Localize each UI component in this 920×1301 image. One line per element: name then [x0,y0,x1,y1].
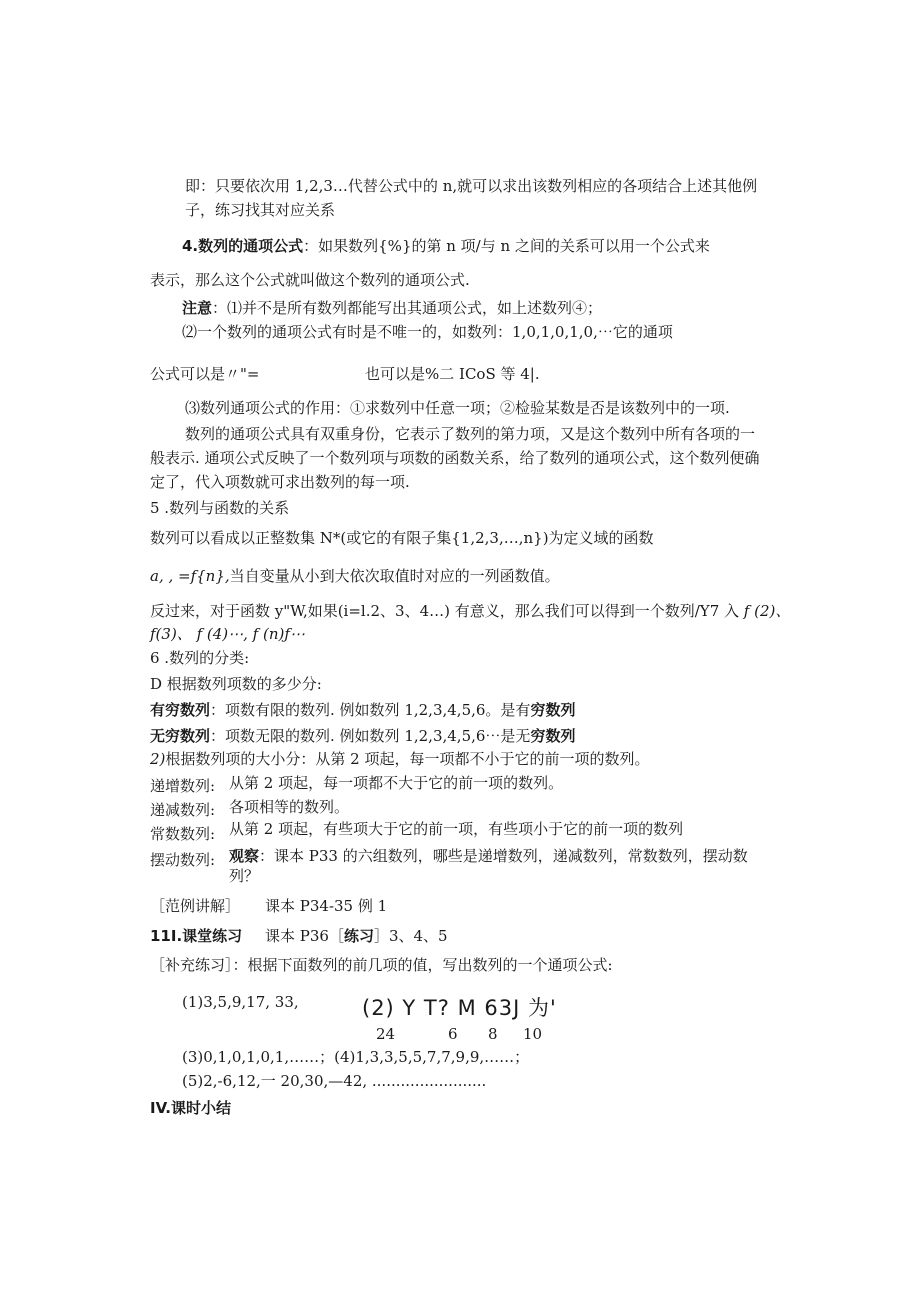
exercise-2-sub-3: 8 [488,1025,498,1043]
dual-identity-line-2: 般表示. 通项公式反映了一个数列项与项数的函数关系，给了数列的通项公式，这个数列便确 [150,449,760,467]
exercise-1: (1)3,5,9,17, 33, [182,993,299,1011]
examples-heading: ［范例讲解］ [150,897,241,915]
practice-reference [265,926,448,946]
section-4-definition-cont: 表示，那么这个公式就叫做这个数列的通项公式. [150,271,470,289]
constant-label: 常数数列: [150,825,216,843]
infinite-sequence-term: 无穷数列 [150,727,211,745]
note-label: 注意 [182,299,213,317]
exercise-2-sub-2: 6 [448,1025,458,1043]
note-line-2: ⑵一个数列的通项公式有时是不唯一的，如数列：1,0,1,0,1,0,⋯它的通项 [182,323,673,341]
dual-identity-line-3: 定了，代入项数就可求出数列的每一项. [150,473,410,491]
note-line-3: ⑶数列通项公式的作用：①求数列中任意一项；②检验某数是否是该数列中的一项. [185,399,730,417]
section-5-line-3-text: 反过来，对于函数 y"W,如果(i=l.2、3、4…) 有意义，那么我们可以得到一个数列/Y7 入 [150,602,740,620]
classification-by-size-text: 根据数列项的大小分：从第 2 项起，每一项都不小于它的前一项的数列。 [165,750,650,768]
examples-reference: 课本 P34-35 例 1 [265,897,388,915]
note-line-2-cont-a: 公式可以是〃"= [150,365,260,383]
supplementary-heading: ［补充练习］ [150,956,233,974]
exercise-2-sub-1: 24 [376,1025,396,1043]
section-5-line-2-text: 当自变量从小到大依次取值时对应的一列函数值。 [229,567,560,585]
observe-text: ：课本 P33 的六组数列，哪些是递增数列，递减数列，常数数列，摆动数 [259,847,748,865]
exercise-2-sub-4: 10 [523,1025,543,1043]
exercise-2: (2) Y T? M 63J 为' [362,996,557,1020]
note-line-1 [182,298,602,318]
observe-label: 观察 [229,847,260,865]
dual-identity-line-1: 数列的通项公式具有双重身份，它表示了数列的第力项，又是这个数列中所有各项的一 [185,425,756,443]
section-4-definition: ：如果数列{%}的第 n 项/与 n 之间的关系可以用一个公式来 [303,237,710,255]
observe-line-cont: 列？ [229,867,260,885]
infinite-sequence-def: ：项数无限的数列. 例如数列 1,2,3,4,5,6⋯是无 [210,727,531,745]
section-4-title: 4.数列的通项公式 [182,237,304,255]
note-line-2-cont-b: 也可以是%二 ICoS 等 4|. [365,365,540,383]
decreasing-label: 递减数列: [150,801,216,819]
finite-sequence-def: ：项数有限的数列. 例如数列 1,2,3,4,5,6。是有 [210,701,531,719]
infinite-sequence-line [150,726,575,746]
note-1: ：⑴并不是所有数列都能写出其通项公式，如上述数列④； [212,299,603,317]
section-5-title: 5 .数列与函数的关系 [150,499,290,517]
section-5-line-3 [150,601,790,621]
section-5-line-1: 数列可以看成以正整数集 N*(或它的有限子集{1,2,3,…,n})为定义域的函数 [150,529,654,547]
finite-sequence-term: 有穷数列 [150,701,211,719]
classification-by-size [150,749,650,769]
section-5-line-2 [150,566,560,586]
supplementary-line [150,955,613,975]
classification-by-size-num: 2) [150,750,166,768]
section-4-heading-line [182,236,710,256]
classification-by-count: D 根据数列项数的多少分: [150,675,322,693]
summary-heading: IV.课时小结 [150,1099,231,1117]
observe-line [229,846,748,866]
section-5-line-4: f(3)、 f (4)⋯, f (n)ƒ⋯ [150,625,305,643]
decreasing-def: 各项相等的数列。 [229,798,350,816]
finite-sequence-tail: 穷数列 [530,701,576,719]
oscillating-label: 摆动数列: [150,851,216,869]
practice-ref-b: 练习 [343,927,374,945]
section-6-title: 6 .数列的分类: [150,649,250,667]
function-notation: a, , =f{n}, [150,567,230,585]
constant-def: 从第 2 项起，有些项大于它的前一项，有些项小于它的前一项的数列 [229,820,684,838]
practice-heading: 11I.课堂练习 [150,927,243,945]
practice-ref-c: ］3、4、5 [373,927,448,945]
section-5-line-3-func: f (2)、 [743,602,791,620]
intro-line-1: 即：只要依次用 1,2,3…代替公式中的 n,就可以求出该数列相应的各项结合上述其他例 [185,177,758,195]
supplementary-instruction: ：根据下面数列的前几项的值，写出数列的一个通项公式: [232,956,613,974]
intro-line-2: 子，练习找其对应关系 [185,201,336,219]
increasing-label: 递增数列: [150,777,216,795]
finite-sequence-line [150,700,575,720]
exercise-5: (5)2,-6,12,一 20,30,—42, ........................ [182,1072,487,1090]
infinite-sequence-tail: 穷数列 [530,727,576,745]
increasing-def: 从第 2 项起，每一项都不大于它的前一项的数列。 [229,774,564,792]
exercise-3-4: (3)0,1,0,1,0,1,……；(4)1,3,3,5,5,7,7,9,9,……； [182,1048,530,1066]
practice-ref-a: 课本 P36［ [265,927,344,945]
